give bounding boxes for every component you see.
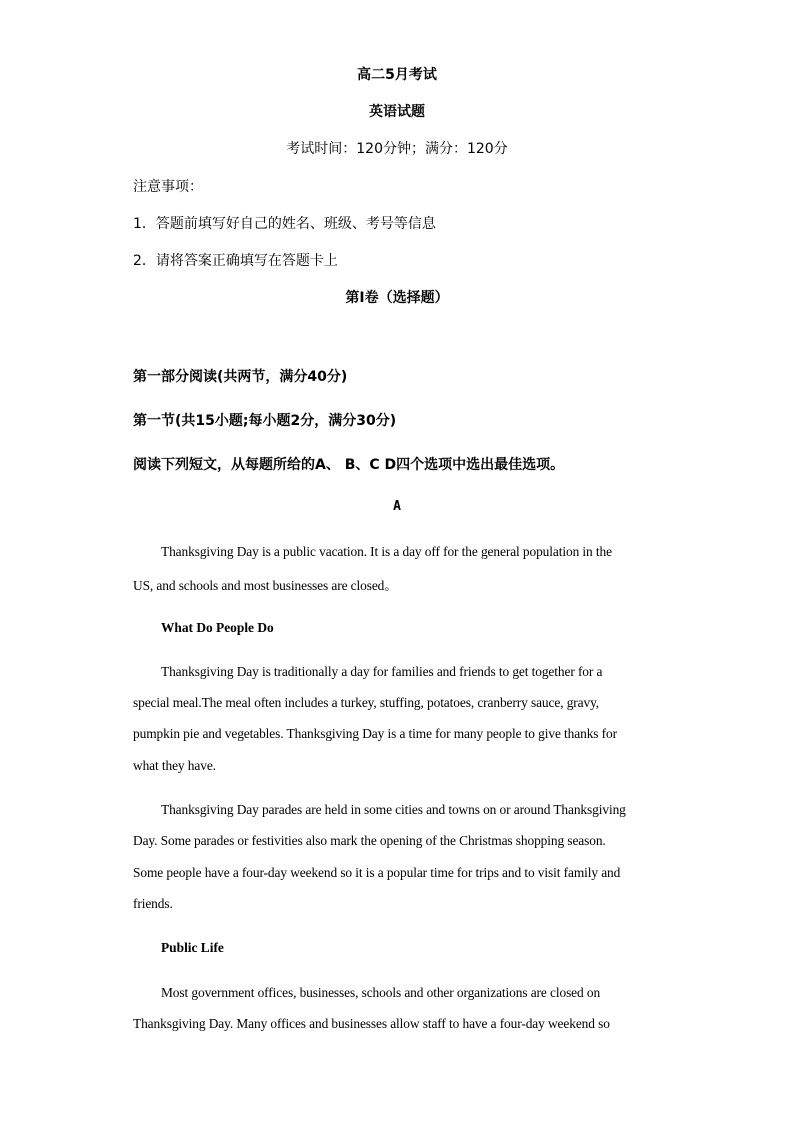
exam-info: 考试时间：120分钟；满分：120分 bbox=[286, 141, 508, 157]
subheading-what-do-people-do: What Do People Do bbox=[161, 620, 274, 635]
section-title: 第一节(共15小题;每小题2分，满分30分) bbox=[133, 413, 397, 429]
passage-letter: A bbox=[393, 499, 401, 514]
subject-title: 英语试题 bbox=[369, 104, 425, 120]
instruction: 阅读下列短文，从每题所给的A、 B、C D四个选项中选出最佳选项。 bbox=[133, 457, 565, 473]
p1-line-1: Thanksgiving Day is a public vacation. It is a day off for the general population in the bbox=[161, 544, 612, 559]
p3-line-3: Some people have a four-day weekend so it is a popular time for trips and to visit family and bbox=[133, 865, 621, 880]
note-item-2: 2．请将答案正确填写在答题卡上 bbox=[133, 253, 338, 269]
p4-line-2: Thanksgiving Day. Many offices and businesses allow staff to have a four-day weekend so bbox=[133, 1016, 610, 1031]
p1-line-2: US, and schools and most businesses are closed。 bbox=[133, 578, 398, 593]
exam-title: 高二5月考试 bbox=[357, 67, 437, 83]
p2-line-2: special meal.The meal often includes a turkey, stuffing, potatoes, cranberry sauce, gravy, bbox=[133, 695, 600, 710]
volume-title: 第I卷（选择题） bbox=[345, 290, 449, 306]
part-title: 第一部分阅读(共两节，满分40分) bbox=[133, 369, 348, 385]
notes-heading: 注意事项： bbox=[133, 179, 203, 195]
p4-line-1: Most government offices, businesses, schools and other organizations are closed on bbox=[161, 985, 601, 1000]
p3-line-4: friends. bbox=[133, 896, 173, 911]
subheading-public-life: Public Life bbox=[161, 940, 224, 955]
p2-line-4: what they have. bbox=[133, 758, 216, 773]
p2-line-1: Thanksgiving Day is traditionally a day for families and friends to get together for a bbox=[161, 664, 603, 679]
p3-line-2: Day. Some parades or festivities also mark the opening of the Christmas shopping season. bbox=[133, 833, 606, 848]
note-item-1: 1．答题前填写好自己的姓名、班级、考号等信息 bbox=[133, 216, 436, 232]
p3-line-1: Thanksgiving Day parades are held in some cities and towns on or around Thanksgiving bbox=[161, 802, 626, 817]
p2-line-3: pumpkin pie and vegetables. Thanksgiving Day is a time for many people to give thanks for bbox=[133, 726, 617, 741]
